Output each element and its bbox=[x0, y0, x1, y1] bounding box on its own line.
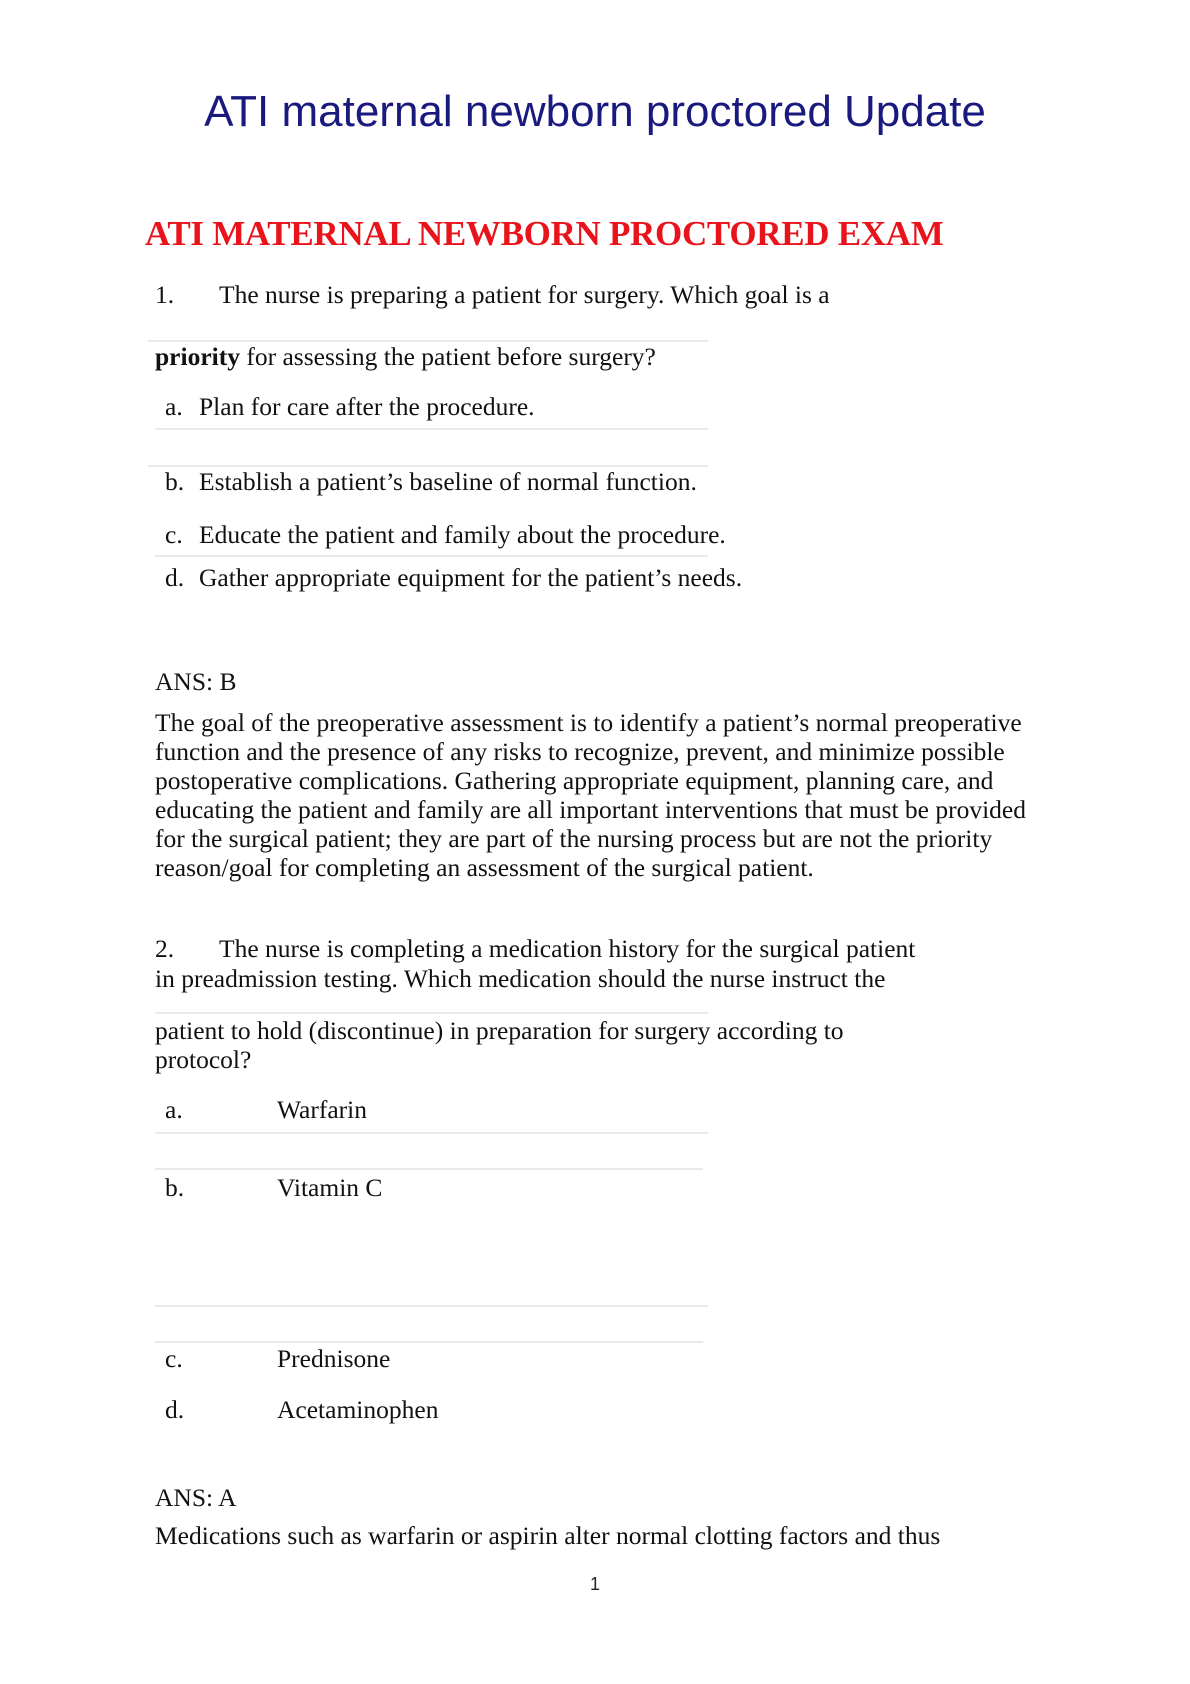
option-text: Vitamin C bbox=[277, 1173, 383, 1202]
question-1-stem-line1 bbox=[155, 280, 830, 310]
divider-rule bbox=[155, 555, 708, 557]
divider-rule bbox=[155, 1132, 708, 1134]
question-1-number: 1. bbox=[155, 280, 175, 309]
question-1-option-a bbox=[165, 392, 535, 422]
question-2-stem-line3: patient to hold (discontinue) in preparation for surgery according to bbox=[155, 1016, 844, 1045]
question-1-priority-emphasis: priority bbox=[155, 342, 240, 371]
divider-rule bbox=[155, 1168, 703, 1170]
question-2-option-d bbox=[165, 1395, 438, 1425]
option-text: Prednisone bbox=[277, 1344, 391, 1373]
question-1-option-d bbox=[165, 563, 742, 593]
option-label: b. bbox=[165, 1173, 185, 1202]
page-number: 1 bbox=[589, 1574, 600, 1594]
document-title: ATI maternal newborn proctored Update bbox=[204, 87, 986, 136]
divider-rule bbox=[155, 428, 708, 430]
option-label: d. bbox=[165, 1395, 185, 1424]
divider-rule bbox=[155, 1341, 703, 1343]
option-label: d. bbox=[165, 563, 185, 592]
option-label: c. bbox=[165, 520, 183, 549]
option-text: Warfarin bbox=[277, 1095, 367, 1124]
option-text: Acetaminophen bbox=[277, 1395, 439, 1424]
question-2-stem-line4: protocol? bbox=[155, 1045, 252, 1074]
divider-rule bbox=[155, 1012, 708, 1014]
question-2-option-b bbox=[165, 1173, 382, 1203]
option-label: a. bbox=[165, 392, 183, 421]
question-2-stem-line1 bbox=[155, 934, 915, 964]
question-1-option-c bbox=[165, 520, 726, 550]
option-text: Establish a patient’s baseline of normal function. bbox=[199, 467, 697, 496]
question-1-stem-rest: for assessing the patient before surgery? bbox=[239, 342, 656, 371]
question-2-option-a bbox=[165, 1095, 367, 1125]
question-2-stem-text: The nurse is completing a medication history for the surgical patient bbox=[219, 934, 916, 963]
option-label: a. bbox=[165, 1095, 183, 1124]
question-1-rationale: The goal of the preoperative assessment is to identify a patient’s normal preoperative function and the presence of any risks to recognize, prevent, and minimize possible postoperative complications. Gathering appropriate equipment, planning care, and educating the patient and family are all important interventions that must be provided for the surgical patient; they are part of the nursing process but are not the priority reason/goal for completing an assessment of the surgical patient. bbox=[155, 708, 1026, 882]
divider-rule bbox=[155, 1305, 708, 1307]
exam-heading: ATI MATERNAL NEWBORN PROCTORED EXAM bbox=[145, 214, 944, 253]
option-text: Plan for care after the procedure. bbox=[199, 392, 535, 421]
question-2-stem-line2: in preadmission testing. Which medication should the nurse instruct the bbox=[155, 964, 886, 993]
question-2-number: 2. bbox=[155, 934, 175, 963]
option-text: Gather appropriate equipment for the patient’s needs. bbox=[199, 563, 743, 592]
question-1-stem-text: The nurse is preparing a patient for surgery. Which goal is a bbox=[219, 280, 830, 309]
question-1-answer: ANS: B bbox=[155, 667, 237, 696]
question-2-rationale: Medications such as warfarin or aspirin alter normal clotting factors and thus bbox=[155, 1521, 941, 1550]
option-label: c. bbox=[165, 1344, 183, 1373]
question-1-option-b bbox=[165, 467, 697, 497]
question-2-answer: ANS: A bbox=[155, 1483, 237, 1512]
option-text: Educate the patient and family about the procedure. bbox=[199, 520, 726, 549]
question-1-stem-line2 bbox=[155, 342, 656, 372]
option-label: b. bbox=[165, 467, 185, 496]
question-2-option-c bbox=[165, 1344, 390, 1374]
